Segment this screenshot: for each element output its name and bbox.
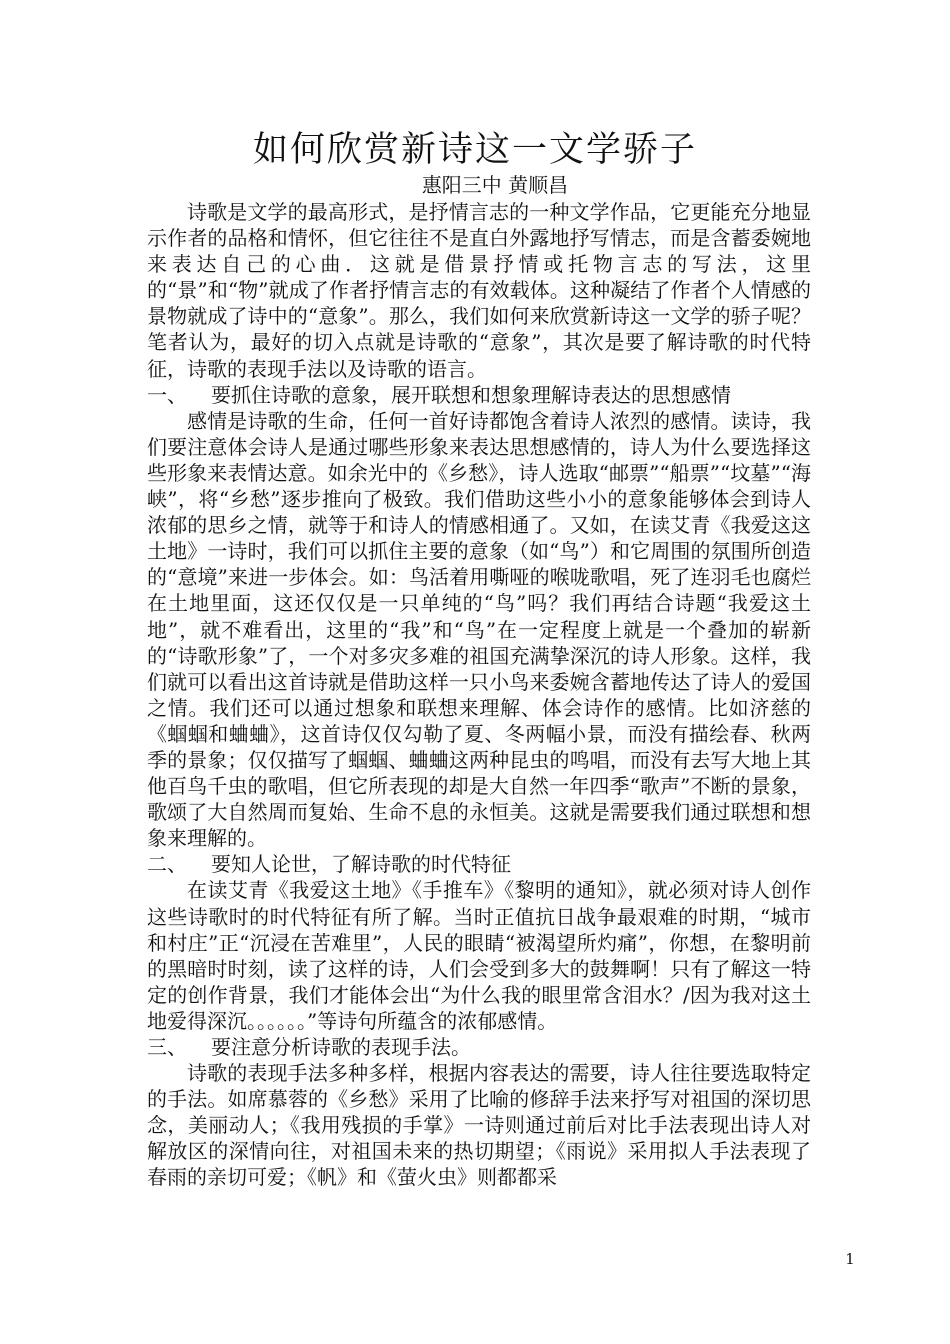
section-number: 一、 — [147, 382, 187, 407]
section-heading-text: 要抓住诗歌的意象，展开联想和想象理解诗表达的思想感情 — [211, 382, 731, 407]
document-body — [147, 199, 811, 1191]
section-heading-text: 要注意分析诗歌的表现手法。 — [211, 1035, 471, 1059]
document-title: 如何欣赏新诗这一文学骄子 — [252, 130, 697, 170]
section-number: 三、 — [147, 1035, 187, 1059]
page-number: 1 — [845, 1250, 855, 1268]
section-number: 二、 — [147, 852, 187, 877]
section-heading-3 — [147, 1034, 811, 1060]
intro-paragraph: 诗歌是文学的最高形式，是抒情言志的一种文学作品，它更能充分地显示作者的品格和情怀，但它往往不是直白外露地抒写情志，而是含蓄委婉地来表达自己的心曲．这就是借景抒情或托物言志的写法，这里的“景”和“物”就成了作者抒情言志的有效载体。这种凝结了作者个人情感的景物就成了诗中的“意象”。那么，我们如何来欣赏新诗这一文学的骄子呢？笔者认为，最好的切入点就是诗歌的“意象”，其次是要了解诗歌的时代特征，诗歌的表现手法以及诗歌的语言。 — [147, 200, 811, 381]
section-paragraph-1: 感情是诗歌的生命，任何一首好诗都饱含着诗人浓烈的感情。读诗，我们要注意体会诗人是通过哪些形象来表达思想感情的，诗人为什么要选择这些形象来表情达意。如余光中的《乡愁》，诗人选取“邮票”“船票”“坟墓”“海峡”，将“乡愁”逐步推向了极致。我们借助这些小小的意象能够体会到诗人浓郁的思乡之情，就等于和诗人的情感相通了。又如，在读艾青《我爱这这土地》一诗时，我们可以抓住主要的意象（如“鸟”）和它周围的氛围所创造的“意境”来进一步体会。如：鸟活着用嘶哑的喉咙歌唱，死了连羽毛也腐烂在土地里面，这还仅仅是一只单纯的“鸟”吗？我们再结合诗题“我爱这土地”，就不难看出，这里的“我”和“鸟”在一定程度上就是一个叠加的崭新的“诗歌形象”了，一个对多灾多难的祖国充满挚深沉的诗人形象。这样，我们就可以看出这首诗就是借助这样一只小鸟来委婉含蓄地传达了诗人的爱国之情。我们还可以通过想象和联想来理解、体会诗作的感情。比如济慈的《蝈蝈和蛐蛐》，这首诗仅仅勾勒了夏、冬两幅小景，而没有描绘春、秋两季的景象；仅仅描写了蝈蝈、蛐蛐这两种昆虫的鸣唱，而没有去写大地上其他百鸟千虫的歌唱，但它所表现的却是大自然一年四季“歌声”不断的景象，歌颂了大自然周而复始、生命不息的永恒美。这就是需要我们通过联想和想象来理解的。 — [147, 408, 811, 851]
section-paragraph-2: 在读艾青《我爱这土地》《手推车》《黎明的通知》，就必须对诗人创作这些诗歌时的时代特征有所了解。当时正值抗日战争最艰难的时期，“城市和村庄”正“沉浸在苦难里”，人民的眼睛“被渴望所灼痛”，你想，在黎明前的黑暗时时刻，读了这样的诗，人们会受到多大的鼓舞啊！只有了解这一特定的创作背景，我们才能体会出“为什么我的眼里常含泪水？/因为我对这土地爱得深沉。。。。。。”等诗句所蕴含的浓郁感情。 — [147, 878, 811, 1033]
author-line: 惠阳三中 黄顺昌 — [421, 173, 569, 197]
section-heading-2 — [147, 851, 811, 877]
section-heading-1 — [147, 382, 811, 408]
section-paragraph-3: 诗歌的表现手法多种多样，根据内容表达的需要，诗人往往要选取特定的手法。如席慕蓉的《乡愁》采用了比喻的修辞手法来抒写对祖国的深切思念，美丽动人；《我用残损的手掌》一诗则通过前后对比手法表现出诗人对解放区的深情向往，对祖国未来的热切期望；《雨说》采用拟人手法表现了春雨的亲切可爱；《帆》和《萤火虫》则都都采 — [147, 1061, 811, 1190]
section-heading-text: 要知人论世，了解诗歌的时代特征 — [211, 852, 511, 877]
